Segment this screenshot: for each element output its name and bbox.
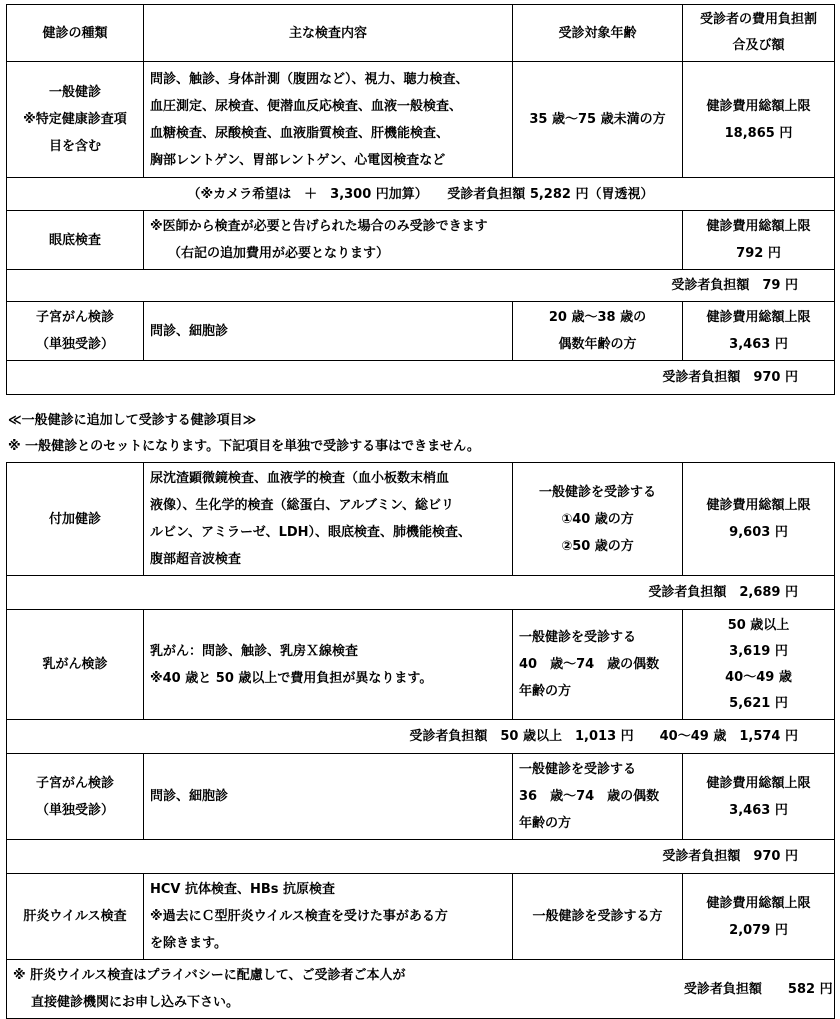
general-burden: （※カメラ希望は ＋ 3,300 円加算） 受診者負担額 5,282 円（胃透視） [7, 178, 835, 211]
breast-burden-row [7, 720, 835, 754]
breast-age [513, 610, 683, 720]
cervical2-content: 問診、細胞診 [144, 754, 513, 840]
header-content: 主な検査内容 [144, 5, 513, 62]
cervical-content: 問診、細胞診 [144, 302, 513, 361]
hepatitis-type: 肝炎ウイルス検査 [7, 874, 144, 960]
hepatitis-content: HCV 抗体検査、HBs 抗原検査 ※過去にＣ型肝炎ウイルス検査を受けた事がある方 を除きます。 [144, 874, 513, 960]
breast-fee-line4: 5,621 円 [729, 695, 788, 711]
general-type: 一般健診 ※特定健康診査項 目を含む [7, 62, 144, 178]
general-content: 問診、触診、身体計測（腹囲など）、視力、聴力検査、 血圧測定、尿検査、便潜血反応検査、血液一般検査、 血糖検査、尿酸検査、血液脂質検査、肝機能検査、 胸部レントゲン、胃部レントゲン、心電図検査など [144, 62, 513, 178]
general-fee [683, 62, 835, 178]
fundus-type: 眼底検査 [7, 211, 144, 270]
hepatitis-fee-amount: 2,079 円 [729, 922, 788, 938]
additional-type: 付加健診 [7, 463, 144, 576]
additional-age-line2: ①40 歳の方 [561, 511, 634, 527]
fundus-content-line2: （右記の追加費用が必要となります） [168, 246, 390, 261]
fundus-row [7, 211, 835, 270]
hepatitis-fee [683, 874, 835, 960]
header-fee [683, 5, 835, 62]
additional-fee-label: 健診費用総額上限 [706, 498, 811, 513]
set-only-note: ※ 一般健診とのセットになります。下記項目を単独で受診する事はできません。 [8, 439, 480, 454]
cervical-fee-amount: 3,463 円 [729, 337, 788, 352]
additional-age-line1: 一般健診を受診する [538, 484, 656, 500]
additional-burden: 受診者負担額 2,689 円 [7, 576, 835, 610]
breast-age-line3: 年齢の方 [519, 684, 572, 699]
general-fee-amount: 18,865 円 [724, 125, 793, 141]
breast-age-line1: 一般健診を受診する [519, 630, 637, 645]
cervical-age: 20 歳～38 歳の 偶数年齢の方 [513, 302, 683, 361]
hepatitis-age: 一般健診を受診する方 [513, 874, 683, 960]
cervical2-burden-row [7, 840, 835, 874]
additional-fee-amount: 9,603 円 [729, 525, 788, 540]
breast-fee [683, 610, 835, 720]
breast-content: 乳がん：問診、触診、乳房Ｘ線検査 ※40 歳と 50 歳以上で費用負担が異なります。 [144, 610, 513, 720]
hepatitis-fee-label: 健診費用総額上限 [706, 895, 811, 911]
fundus-burden: 受診者負担額 79 円 [7, 270, 835, 302]
cervical-row [7, 302, 835, 361]
general-fee-label: 健診費用総額上限 [706, 98, 811, 114]
hepatitis-row [7, 874, 835, 960]
header-row [7, 5, 835, 62]
hepatitis-note [7, 960, 683, 1019]
additional-age-line3: ②50 歳の方 [561, 538, 634, 554]
breast-age-line2: 40 歳～74 歳の偶数 [519, 657, 660, 672]
cervical-fee [683, 302, 835, 361]
cervical2-burden: 受診者負担額 970 円 [7, 840, 835, 874]
fundus-fee [683, 211, 835, 270]
hepatitis-note-line1: ※ 肝炎ウイルス検査はプライバシーに配慮して、ご受診者ご本人が [13, 968, 406, 983]
header-type: 健診の種類 [7, 5, 144, 62]
cervical-burden: 受診者負担額 970 円 [7, 361, 835, 395]
cervical2-fee-amount: 3,463 円 [729, 802, 788, 818]
fundus-fee-label: 健診費用総額上限 [706, 219, 811, 234]
fundus-content [144, 211, 683, 270]
cervical2-fee-label: 健診費用総額上限 [706, 775, 811, 791]
breast-burden: 受診者負担額 50 歳以上 1,013 円 40～49 歳 1,574 円 [7, 720, 835, 754]
general-age: 35 歳～75 歳未満の方 [513, 62, 683, 178]
additional-checkup-table [6, 462, 835, 1019]
cervical2-row [7, 754, 835, 840]
cervical-type: 子宮がん検診 （単独受診） [7, 302, 144, 361]
header-age: 受診対象年齢 [513, 5, 683, 62]
general-checkup-row [7, 62, 835, 178]
header-fee-line2: 合及び額 [732, 38, 785, 53]
additional-row [7, 463, 835, 576]
fundus-fee-amount: 792 円 [736, 246, 781, 261]
health-checkup-table [6, 4, 835, 395]
additional-age [513, 463, 683, 576]
additional-content: 尿沈渣顕微鏡検査、血液学的検査（血小板数末梢血 液像）、生化学的検査（総蛋白、アルブミン、総ビリ ルビン、アミラーゼ、LDH）、眼底検査、肺機能検査、 腹部超音波検査 [144, 463, 513, 576]
cervical2-fee [683, 754, 835, 840]
cervical-fee-label: 健診費用総額上限 [706, 310, 811, 325]
breast-fee-line1: 50 歳以上 [727, 617, 790, 633]
hepatitis-note-line2: 直接健診機関にお申し込み下さい。 [31, 995, 240, 1010]
hepatitis-burden: 受診者負担額 582 円 [683, 960, 835, 1019]
hepatitis-burden-row [7, 960, 835, 1019]
additional-fee [683, 463, 835, 576]
breast-fee-line3: 40～49 歳 [725, 669, 792, 685]
cervical2-type: 子宮がん検診 （単独受診） [7, 754, 144, 840]
additional-items-title: ≪一般健診に追加して受診する健診項目≫ [8, 413, 257, 428]
cervical2-age-line2: 36 歳～74 歳の偶数 [519, 789, 660, 804]
cervical2-age-line1: 一般健診を受診する [519, 762, 637, 777]
header-fee-line1: 受診者の費用負担割 [699, 12, 817, 27]
breast-fee-line2: 3,619 円 [729, 643, 788, 659]
breast-row [7, 610, 835, 720]
cervical-burden-row [7, 361, 835, 395]
fundus-burden-row [7, 270, 835, 302]
fundus-content-line1: ※医師から検査が必要と告げられた場合のみ受診できます [150, 219, 488, 234]
additional-burden-row [7, 576, 835, 610]
breast-type: 乳がん検診 [7, 610, 144, 720]
cervical2-age-line3: 年齢の方 [519, 816, 572, 831]
cervical2-age [513, 754, 683, 840]
general-burden-row [7, 178, 835, 211]
